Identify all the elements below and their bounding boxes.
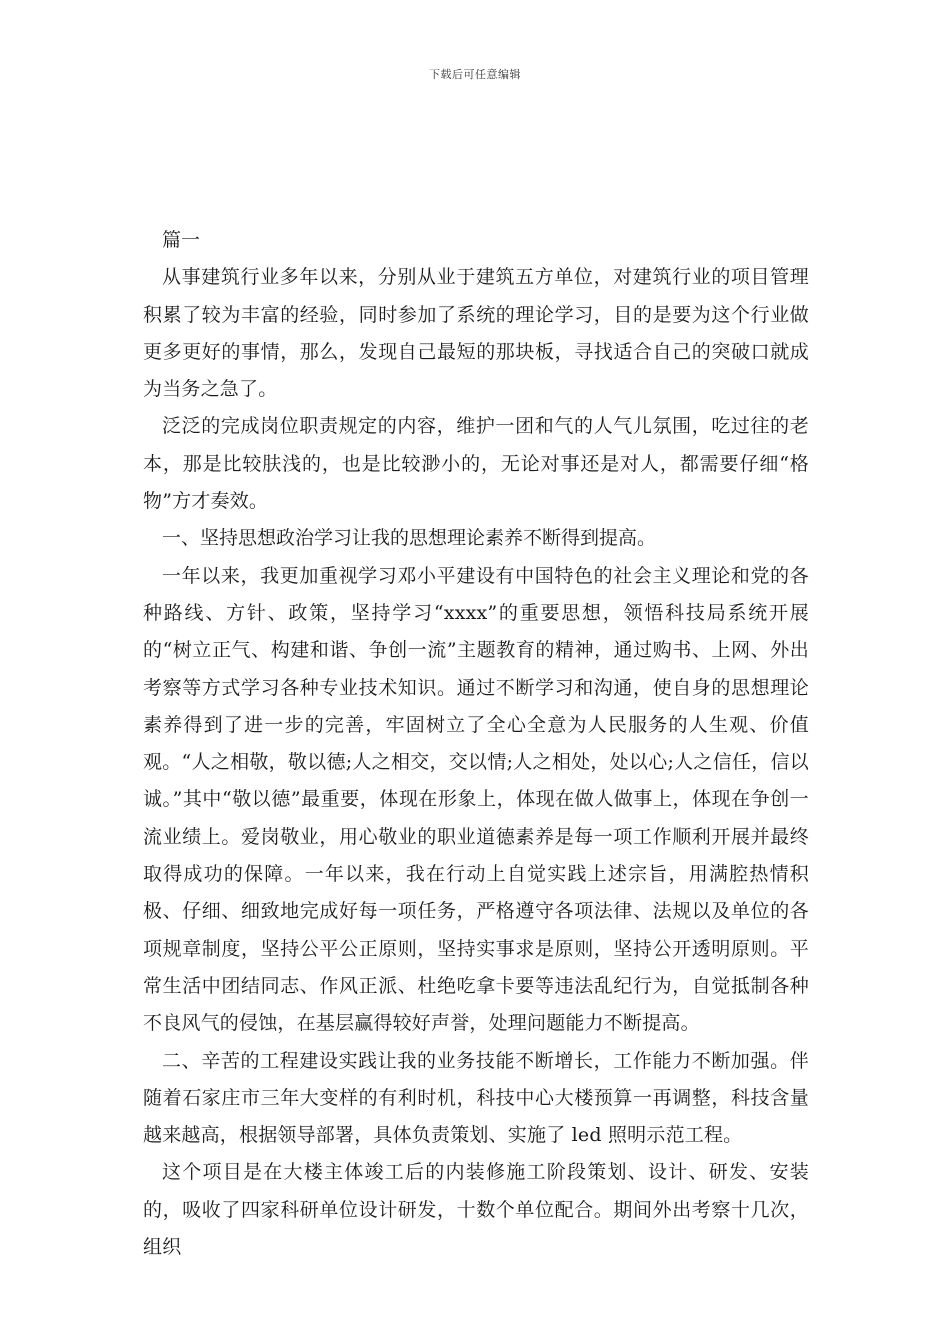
page-header-note: 下载后可任意编辑 [429,68,521,81]
paragraph-project: 这个项目是在大楼主体竣工后的内装修施工阶段策划、设计、研发、安装的，吸收了四家科研单位设计研发，十数个单位配合。期间外出考察十几次，组织 [143,1161,809,1259]
paragraph-intro: 从事建筑行业多年以来，分别从业于建筑五方单位，对建筑行业的项目管理积累了较为丰富的经验，同时参加了系统的理论学习，目的是要为这个行业做更多更好的事情，那么，发现自己最短的那块板，寻找适合自己的突破口就成为当务之急了。 [143,266,809,401]
document-body [143,222,809,1266]
paragraph-reflection: 泛泛的完成岗位职责规定的内容，维护一团和气的人气儿氛围，吃过往的老本，那是比较肤浅的，也是比较渺小的，无论对事还是对人，都需要仔细“格物”方才奏效。 [143,415,809,513]
section-title: 篇一 [162,229,201,251]
paragraph-point-one: 一年以来，我更加重视学习邓小平建设有中国特色的社会主义理论和党的各种路线、方针、政策，坚持学习“xxxx”的重要思想，领悟科技局系统开展的“树立正气、构建和谐、争创一流”主题教育的精神，通过购书、上网、外出考察等方式学习各种专业技术知识。通过不断学习和沟通，使自身的思想理论素养得到了进一步的完善，牢固树立了全心全意为人民服务的人生观、价值观。“人之相敬，敬以德;人之相交，交以情;人之相处，处以心;人之信任，信以诚。”其中“敬以德”最重要，体现在形象上，体现在做人做事上，体现在争创一流业绩上。爱岗敬业，用心敬业的职业道德素养是每一项工作顺利开展并最终取得成功的保障。一年以来，我在行动上自觉实践上述宗旨，用满腔热情积极、仔细、细致地完成好每一项任务，严格遵守各项法律、法规以及单位的各项规章制度，坚持公平公正原则，坚持实事求是原则，坚持公开透明原则。平常生活中团结同志、作风正派、杜绝吃拿卡要等违法乱纪行为，自觉抵制各种不良风气的侵蚀，在基层赢得较好声誉，处理问题能力不断提高。 [143,564,809,1035]
point-one-heading: 一、坚持思想政治学习让我的思想理论素养不断得到提高。 [162,527,657,550]
paragraph-point-two: 二、辛苦的工程建设实践让我的业务技能不断增长，工作能力不断加强。伴随着石家庄市三年大变样的有利时机，科技中心大楼预算一再调整，科技含量越来越高，根据领导部署，具体负责策划、实施了 led 照明示范工程。 [143,1049,809,1147]
